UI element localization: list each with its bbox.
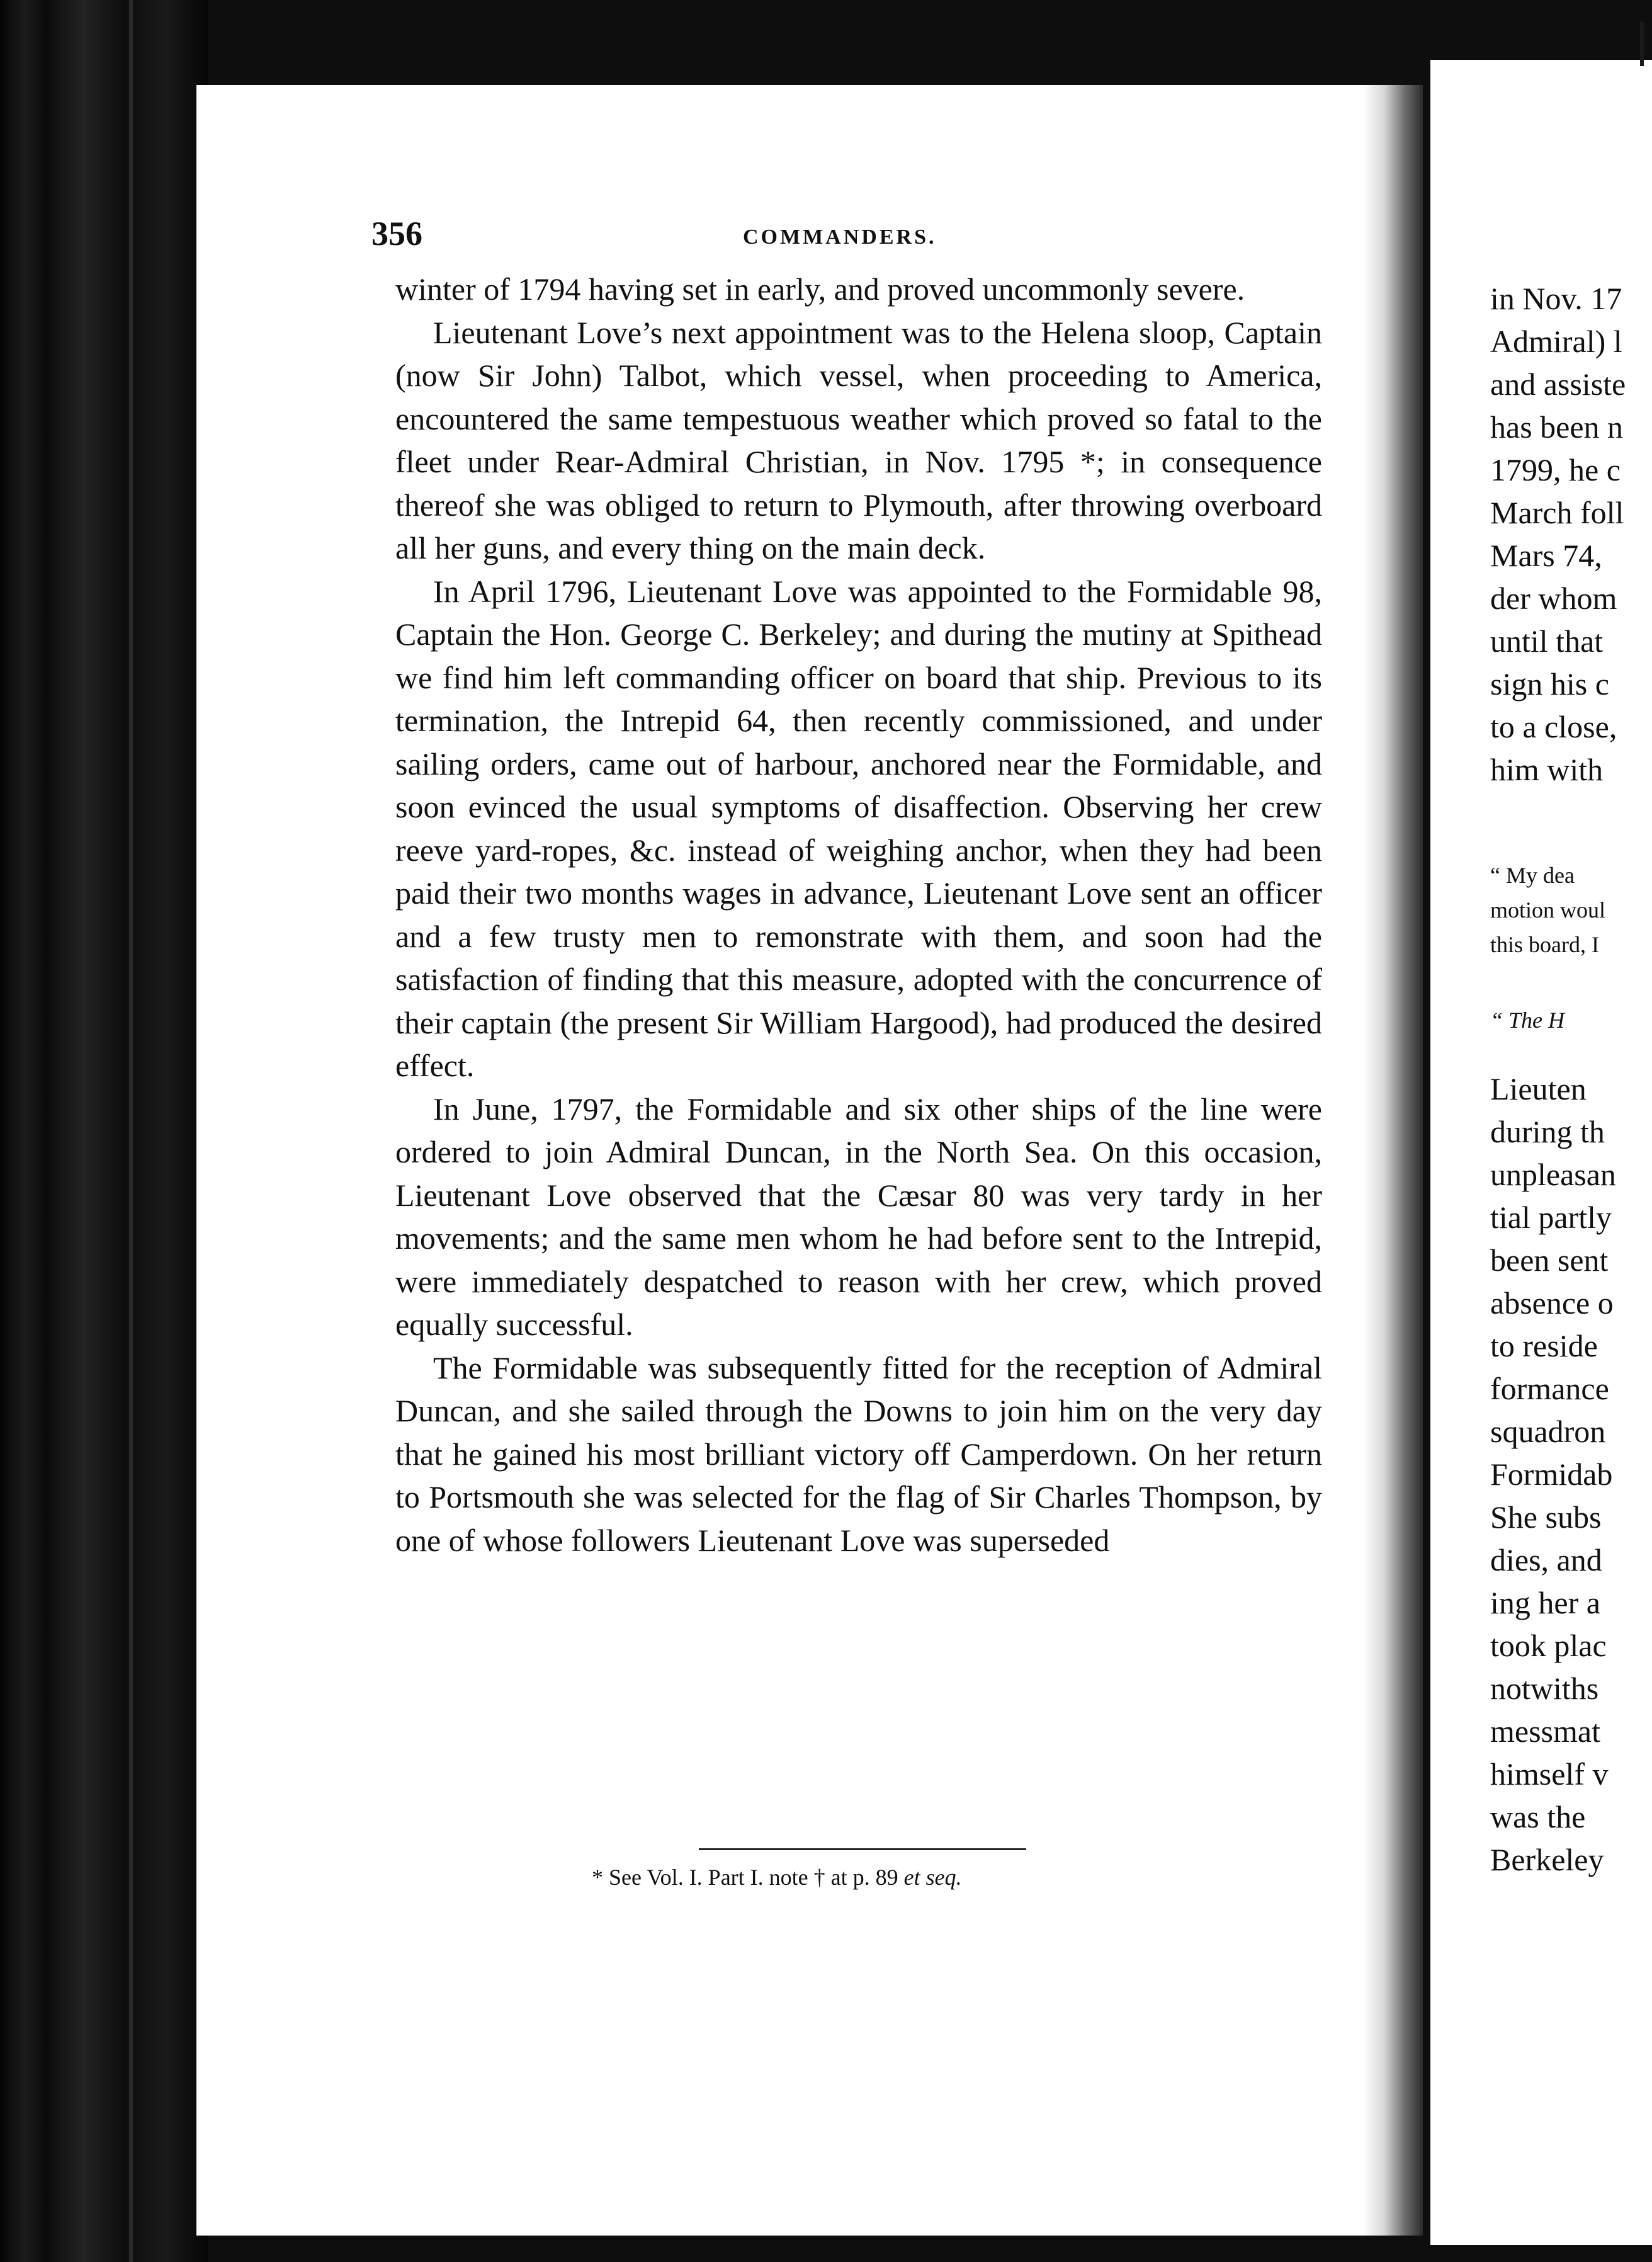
right-note-3: this board, I [1490, 932, 1599, 957]
body-text [395, 268, 1322, 1562]
paragraph-3: In April 1796, Lieutenant Love was appointed to the Formidable 98, Captain the Hon. George C. Berkeley; and during the mutiny at Spithead we find him left commanding officer on board that ship. Previous to its termination, the Intrepid 64, then recently commissioned, and under sailing orders, came out of harbour, anchored near the Formidable, and soon evinced the usual symptoms of disaffection. Observing her crew reeve yard-ropes, &c. instead of weighing anchor, when they had been paid their two months wages in advance, Lieutenant Love sent an officer and a few trusty men to remonstrate with them, and soon had the satisfaction of finding that this measure, adopted with the concurrence of their captain (the present Sir William Hargood), had produced the desired effect. [395, 573, 1322, 1083]
right-line: until that [1490, 623, 1604, 659]
right-line: him with [1490, 752, 1604, 787]
right-line: to reside [1490, 1328, 1598, 1363]
right-line: ing her a [1490, 1585, 1600, 1620]
right-line: sign his c [1490, 666, 1609, 702]
scan-edge-mark [1640, 22, 1644, 66]
footnote-italic: et seq. [903, 1865, 962, 1890]
page-gutter-shadow [1363, 85, 1423, 2236]
right-line: squadron [1490, 1414, 1606, 1449]
right-page-lines-top [1490, 277, 1626, 791]
right-note-2: motion woul [1490, 897, 1606, 923]
right-line: and assiste [1490, 367, 1626, 402]
footnote [592, 1864, 962, 1890]
book-binding [0, 0, 208, 2262]
footnote-text: * See Vol. I. Part I. note † at p. 89 [592, 1865, 904, 1890]
right-line: Lieuten [1490, 1071, 1587, 1106]
page-number: 356 [371, 215, 422, 253]
right-line: absence o [1490, 1285, 1614, 1321]
right-line: was the [1490, 1799, 1586, 1834]
right-line: Formidab [1490, 1457, 1613, 1492]
right-line: Admiral) l [1490, 324, 1622, 359]
right-line: Mars 74, [1490, 538, 1602, 573]
right-line: She subs [1490, 1499, 1602, 1535]
right-line: unpleasan [1490, 1157, 1616, 1192]
right-page [1430, 60, 1652, 2245]
right-note-1: “ My dea [1490, 863, 1575, 888]
right-note-4: “ The H [1490, 1008, 1565, 1033]
running-title: COMMANDERS. [743, 225, 937, 249]
right-line: March foll [1490, 495, 1624, 530]
right-line: der whom [1490, 581, 1617, 616]
right-line: himself v [1490, 1756, 1609, 1792]
right-line: in Nov. 17 [1490, 281, 1622, 316]
right-line: dies, and [1490, 1542, 1602, 1577]
paragraph-1: winter of 1794 having set in early, and proved uncommonly severe. [395, 271, 1245, 307]
right-page-lines-bottom [1490, 1067, 1616, 1881]
right-line: during th [1490, 1114, 1605, 1149]
right-line: 1799, he c [1490, 452, 1621, 487]
right-line: to a close, [1490, 709, 1617, 744]
right-line: notwiths [1490, 1671, 1599, 1706]
right-line: messmat [1490, 1714, 1600, 1749]
paragraph-2: Lieutenant Love’s next appointment was to the Helena sloop, Captain (now Sir John) Talbot, which vessel, when proceeding to America, encountered the same tempestuous weather which proved so fatal to the fleet under Rear-Admiral Christian, in Nov. 1795 *; in consequence thereof she was obliged to return to Plymouth, after throwing overboard all her guns, and every thing on the main deck. [395, 314, 1322, 566]
right-line: took plac [1490, 1628, 1607, 1663]
right-line: has been n [1490, 409, 1624, 445]
right-line: Berkeley [1490, 1842, 1604, 1877]
right-line: tial partly [1490, 1200, 1612, 1235]
paragraph-4: In June, 1797, the Formidable and six other ships of the line were ordered to join Admiral Duncan, in the North Sea. On this occasion, Lieutenant Love observed that the Cæsar 80 was very tardy in her movements; and the same men whom he had before sent to the Intrepid, were immediately despatched to reason with her crew, which proved equally successful. [395, 1091, 1322, 1342]
footnote-divider [699, 1848, 1026, 1850]
right-line: been sent [1490, 1242, 1609, 1278]
paragraph-5: The Formidable was subsequently fitted for the reception of Admiral Duncan, and she sailed through the Downs to join him on the very day that he gained his most brilliant victory off Camperdown. On her return to Portsmouth she was selected for the flag of Sir Charles Thompson, by one of whose followers Lieutenant Love was superseded [395, 1350, 1322, 1558]
right-line: formance [1490, 1371, 1609, 1406]
